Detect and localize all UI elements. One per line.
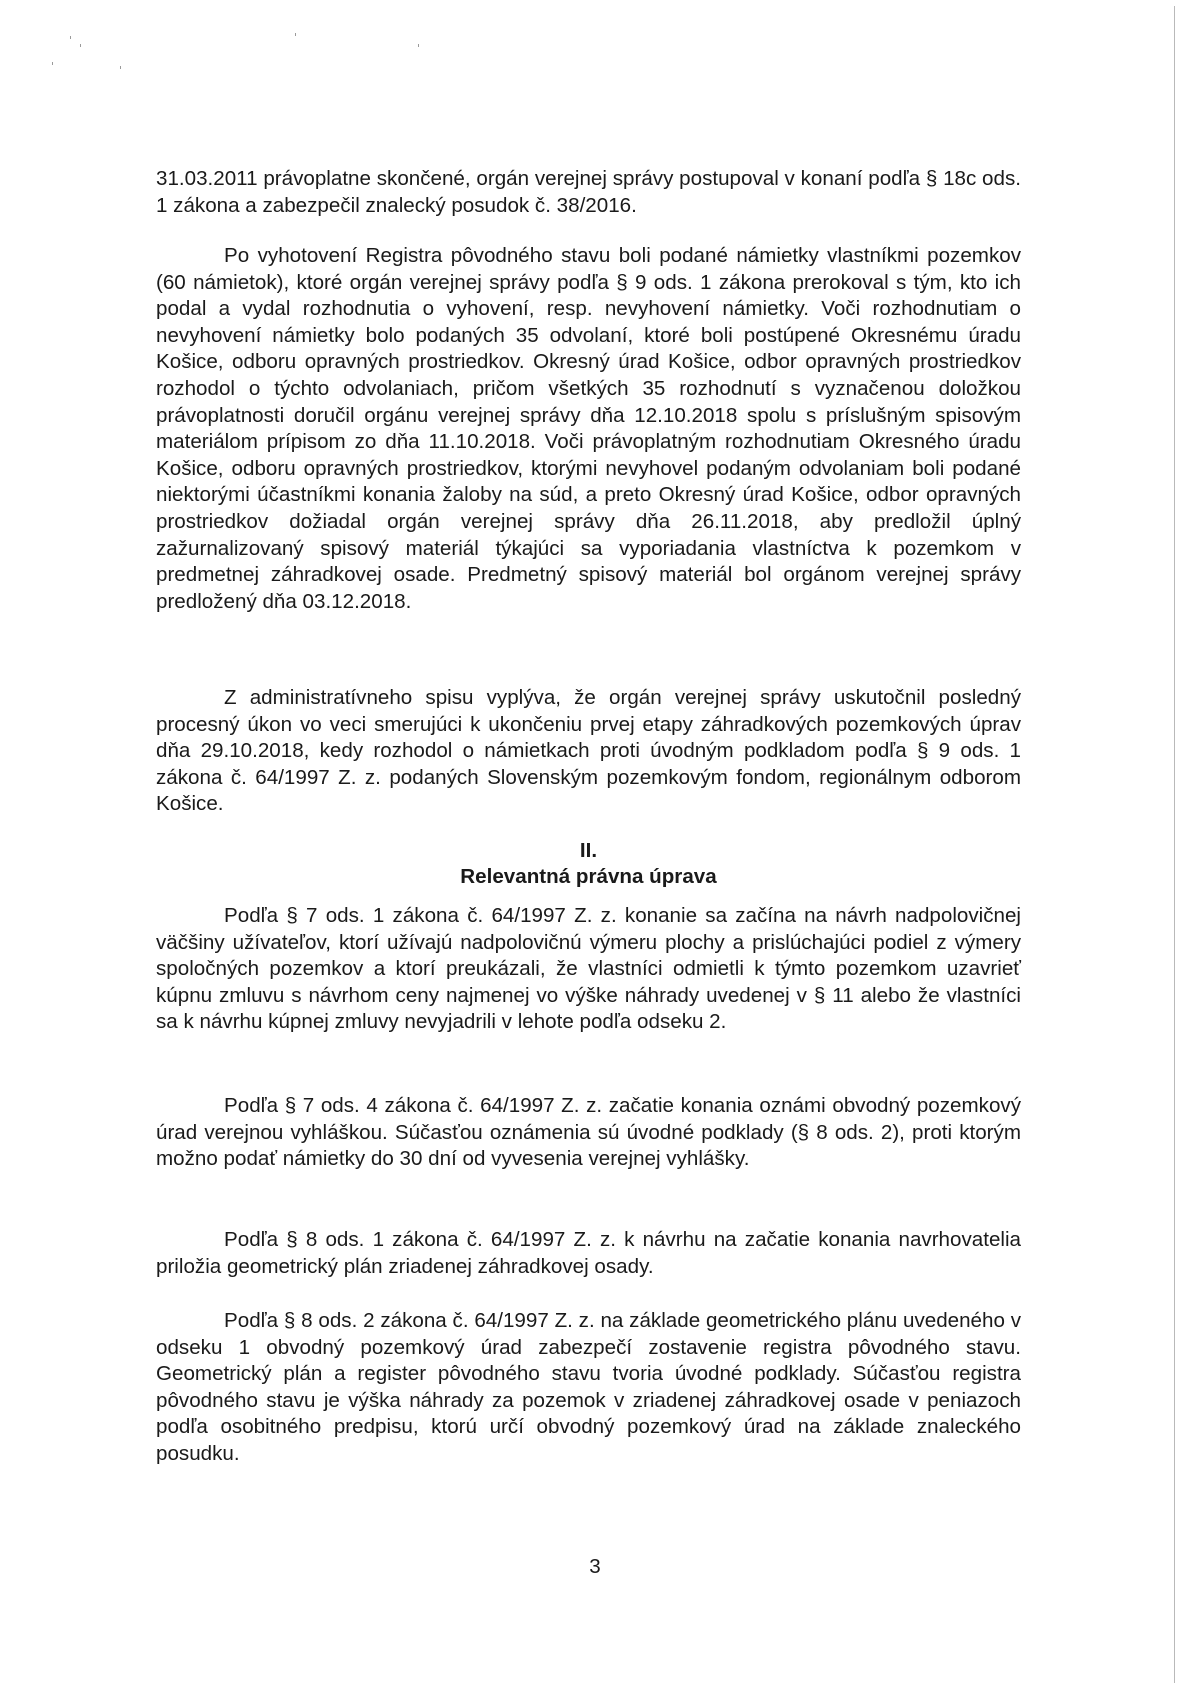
scan-speck	[80, 44, 81, 47]
paragraph-text: Po vyhotovení Registra pôvodného stavu boli podané námietky vlastníkmi pozemkov (60 námietok), ktoré orgán verejnej správy podľa § 9 ods. 1 zákona prerokoval s tým, kto ich podal a vydal rozhodnutia o vyhovení, resp. nevyhovení námietky. Voči rozhodnutiam o nevyhovení námietky bolo podaných 35 odvolaní, ktoré boli postúpené Okresnému úradu Košice, odboru opravných prostriedkov. Okresný úrad Košice, odbor opravných prostriedkov rozhodol o týchto odvolaniach, pričom všetkých 35 rozhodnutí s vyznačenou doložkou právoplatnosti doručil orgánu verejnej správy dňa 12.10.2018 spolu s príslušným spisovým materiálom prípisom zo dňa 11.10.2018. Voči právoplatným rozhodnutiam Okresného úradu Košice, odboru opravných prostriedkov, ktorými nevyhovel podaným odvolaniam boli podané niektorými účastníkmi konania žaloby na súd, a preto Okresný úrad Košice, odbor opravných prostriedkov dožiadal orgán verejnej správy dňa 26.11.2018, aby predložil úplný zažurnalizovaný spisový materiál týkajúci sa vyporiadania vlastníctva k pozemkom v predmetnej záhradkovej osade. Predmetný spisový materiál bol orgánom verejnej správy predložený dňa 03.12.2018.	[156, 244, 1021, 613]
scan-edge-line	[1174, 6, 1175, 1683]
page-number: 3	[589, 1555, 601, 1578]
paragraph-2	[156, 243, 1021, 615]
scan-speck	[295, 33, 296, 36]
scan-speck	[52, 62, 53, 65]
paragraph-7	[156, 1308, 1021, 1468]
section-number: II.	[579, 839, 598, 862]
scan-speck	[418, 44, 419, 47]
paragraph-text: Podľa § 8 ods. 1 zákona č. 64/1997 Z. z. k návrhu na začatie konania navrhovatelia priložia geometrický plán zriadenej záhradkovej osady.	[156, 1228, 1021, 1278]
section-title: Relevantná právna úprava	[460, 865, 717, 888]
paragraph-4	[156, 903, 1021, 1036]
paragraph-text: 31.03.2011 právoplatne skončené, orgán verejnej správy postupoval v konaní podľa § 18c ods. 1 zákona a zabezpečil znalecký posudok č. 38/2016.	[156, 167, 1021, 217]
paragraph-5	[156, 1093, 1021, 1173]
paragraph-text: Podľa § 7 ods. 4 zákona č. 64/1997 Z. z. začatie konania oznámi obvodný pozemkový úrad verejnou vyhláškou. Súčasťou oznámenia sú úvodné podklady (§ 8 ods. 2), proti ktorým možno podať námietky do 30 dní od vyvesenia verejnej vyhlášky.	[156, 1094, 1021, 1171]
paragraph-1	[156, 166, 1021, 219]
scan-speck	[120, 66, 121, 69]
paragraph-6	[156, 1227, 1021, 1280]
scan-speck	[70, 36, 71, 39]
paragraph-text: Z administratívneho spisu vyplýva, že orgán verejnej správy uskutočnil posledný procesný úkon vo veci smerujúci k ukončeniu prvej etapy záhradkových pozemkových úprav dňa 29.10.2018, kedy rozhodol o námietkach proti úvodným podkladom podľa § 9 ods. 1 zákona č. 64/1997 Z. z. podaných Slovenským pozemkovým fondom, regionálnym odborom Košice.	[156, 686, 1021, 816]
paragraph-text: Podľa § 8 ods. 2 zákona č. 64/1997 Z. z. na základe geometrického plánu uvedeného v odseku 1 obvodný pozemkový úrad zabezpečí zostavenie registra pôvodného stavu. Geometrický plán a register pôvodného stavu tvoria úvodné podklady. Súčasťou registra pôvodného stavu je výška náhrady za pozemok v zriadenej záhradkovej osade v peniazoch podľa osobitného predpisu, ktorú určí obvodný pozemkový úrad na základe znaleckého posudku.	[156, 1309, 1021, 1465]
paragraph-3	[156, 685, 1021, 818]
paragraph-text: Podľa § 7 ods. 1 zákona č. 64/1997 Z. z. konanie sa začína na návrh nadpolovičnej väčšiny užívateľov, ktorí užívajú nadpolovičnú výmeru plochy a prislúchajúci podiel z výmery spoločných pozemkov a ktorí preukázali, že vlastníci odmietli k týmto pozemkom uzavrieť kúpnu zmluvu s návrhom ceny najmenej vo výške náhrady uvedenej v § 11 alebo že vlastníci sa k návrhu kúpnej zmluvy nevyjadrili v lehote podľa odseku 2.	[156, 904, 1021, 1034]
